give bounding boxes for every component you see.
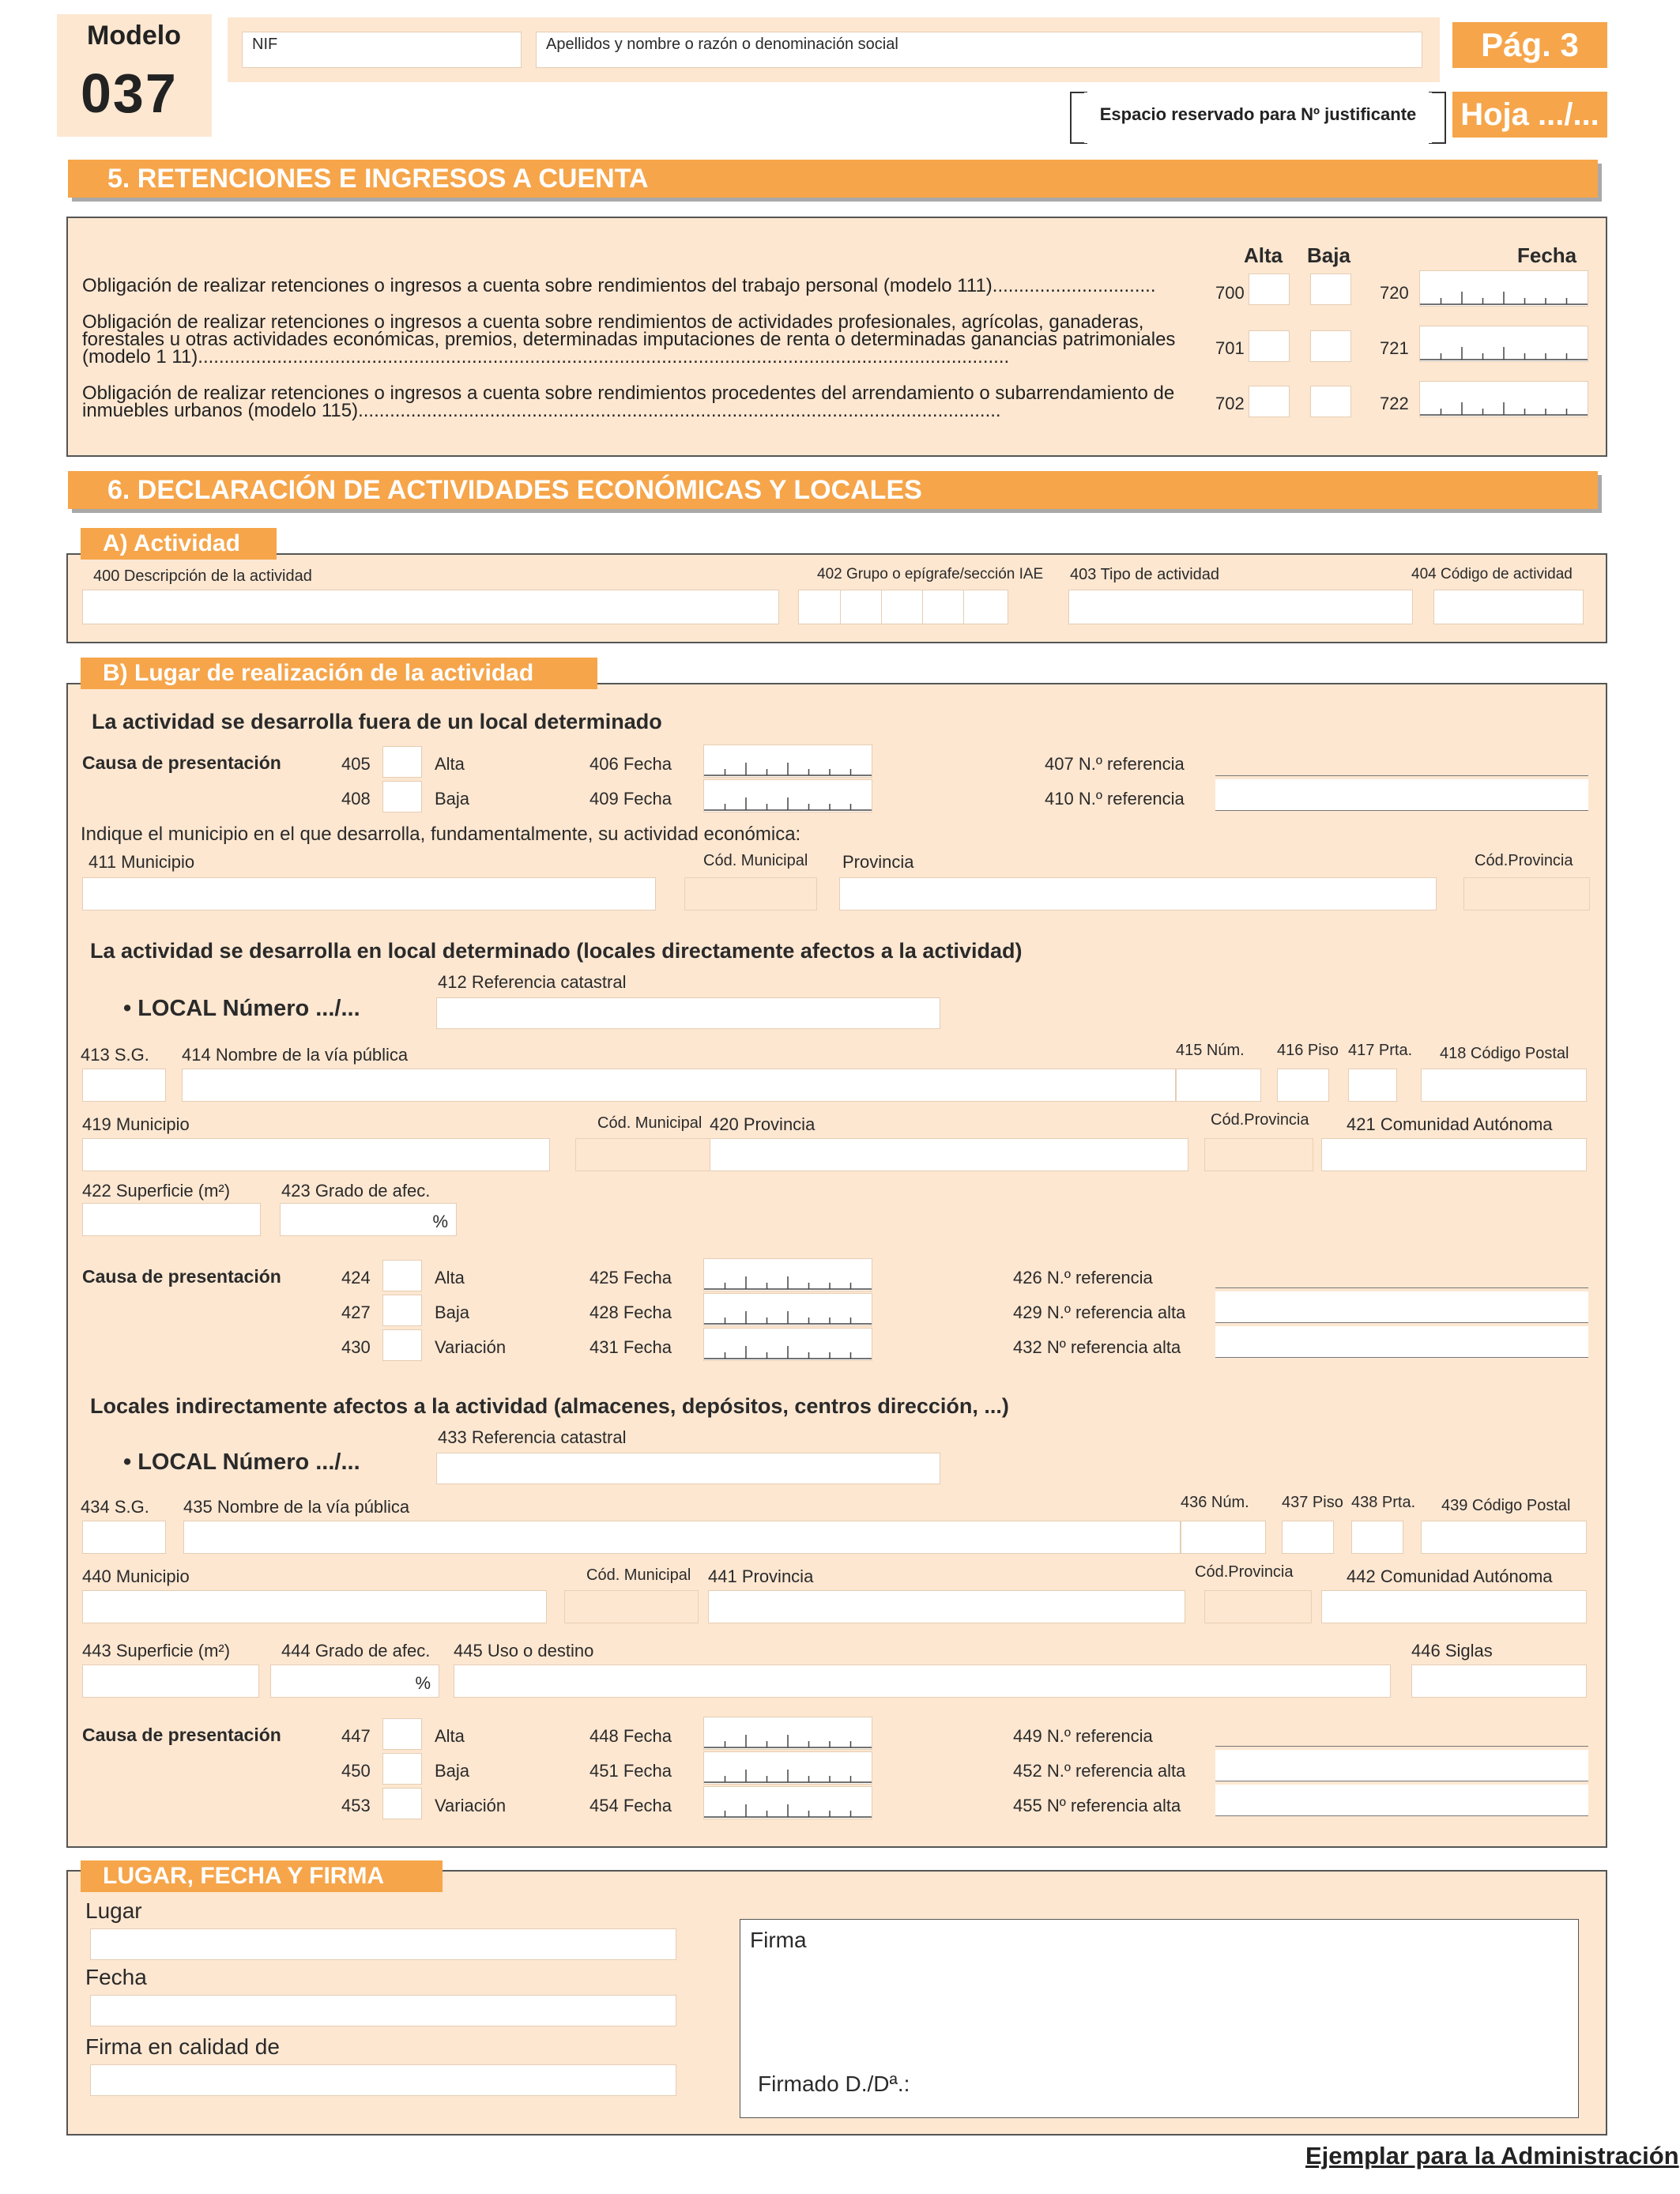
lugar-panel	[66, 683, 1607, 1848]
baja-702-box[interactable]	[1310, 386, 1351, 417]
causa-label-2: Causa de presentación	[82, 1266, 281, 1287]
baja-label-3: Baja	[435, 1761, 470, 1781]
f446-input[interactable]	[1411, 1664, 1587, 1698]
f444-label: 444 Grado de afec.	[281, 1641, 431, 1661]
f410-input[interactable]	[1215, 779, 1588, 811]
lugar-label: Lugar	[85, 1898, 142, 1923]
f415-input[interactable]	[1176, 1069, 1261, 1102]
f439-label: 439 Código Postal	[1441, 1497, 1571, 1514]
actividad-panel	[66, 553, 1607, 643]
calidad-input[interactable]	[90, 2064, 676, 2096]
f413-input[interactable]	[82, 1069, 166, 1102]
f409-date[interactable]	[703, 779, 872, 812]
f403-label: 403 Tipo de actividad	[1070, 566, 1220, 583]
f448-label: 448 Fecha	[590, 1726, 672, 1746]
f449-label: 449 N.º referencia	[1013, 1726, 1153, 1746]
modelo-box	[57, 14, 212, 137]
c453-box[interactable]	[382, 1788, 422, 1819]
f400-label: 400 Descripción de la actividad	[93, 567, 312, 585]
col-fecha: Fecha	[1517, 243, 1577, 267]
c450-label: 450	[341, 1761, 371, 1781]
variacion-label-1: Variación	[435, 1337, 507, 1357]
cod-municipal-input-1[interactable]	[684, 877, 817, 910]
f440-label: 440 Municipio	[82, 1566, 190, 1586]
firma-tab: LUGAR, FECHA Y FIRMA	[81, 1860, 443, 1892]
f416-input[interactable]	[1277, 1069, 1329, 1102]
f437-input[interactable]	[1282, 1521, 1334, 1554]
f415-label: 415 Núm.	[1176, 1042, 1245, 1059]
c405-box[interactable]	[382, 746, 422, 778]
firma-box[interactable]	[740, 1919, 1579, 2118]
date-tick-marks	[704, 1787, 872, 1819]
cod-provincia-input-2[interactable]	[1204, 1138, 1313, 1171]
f422-label: 422 Superficie (m²)	[82, 1181, 231, 1201]
causa-label-1: Causa de presentación	[82, 752, 281, 773]
f406-date[interactable]	[703, 745, 872, 778]
baja-701-box[interactable]	[1310, 330, 1351, 362]
f419-input[interactable]	[82, 1138, 550, 1171]
lugar-input[interactable]	[90, 1928, 676, 1960]
date-tick-marks	[1420, 271, 1588, 306]
f435-label: 435 Nombre de la vía pública	[183, 1497, 410, 1517]
cod-municipal-label-1: Cód. Municipal	[703, 852, 808, 869]
percent-1: %	[432, 1212, 448, 1231]
baja-700-box[interactable]	[1310, 273, 1351, 305]
c453-label: 453	[341, 1796, 371, 1815]
f414-input[interactable]	[182, 1069, 1176, 1102]
f433-label: 433 Referencia catastral	[438, 1427, 627, 1447]
f442-label: 442 Comunidad Autónoma	[1347, 1566, 1553, 1586]
f420-label: 420 Provincia	[710, 1114, 816, 1134]
nif-label: NIF	[252, 36, 278, 53]
section5-title: 5. RETENCIONES E INGRESOS A CUENTA	[68, 160, 1598, 198]
apellidos-label: Apellidos y nombre o razón o denominación social	[546, 36, 898, 53]
f436-label: 436 Núm.	[1181, 1494, 1249, 1511]
f452-label: 452 N.º referencia alta	[1013, 1761, 1186, 1781]
pag-badge: Pág. 3	[1452, 22, 1607, 68]
c405-label: 405	[341, 754, 371, 774]
modelo-label: Modelo	[87, 21, 181, 51]
f432-label: 432 Nº referencia alta	[1013, 1337, 1181, 1357]
f440-input[interactable]	[82, 1590, 547, 1623]
alta-702-box[interactable]	[1249, 386, 1290, 417]
f441-input[interactable]	[708, 1590, 1185, 1623]
percent-2: %	[415, 1673, 431, 1693]
code-721: 721	[1380, 338, 1409, 358]
ejemplar-label: Ejemplar para la Administración	[1305, 2142, 1679, 2169]
alta-label-1: Alta	[435, 754, 465, 774]
indirect-title: Locales indirectamente afectos a la actividad (almacenes, depósitos, centros dirección, ...)	[90, 1394, 1009, 1418]
f451-date[interactable]	[703, 1751, 872, 1785]
date-tick-marks	[704, 1294, 872, 1325]
c427-label: 427	[341, 1302, 371, 1322]
actividad-tab: A) Actividad	[81, 528, 277, 560]
f400-input[interactable]	[82, 590, 779, 624]
alta-700-box[interactable]	[1249, 273, 1290, 305]
cod-municipal-label-2: Cód. Municipal	[597, 1114, 703, 1132]
nif-field[interactable]	[242, 32, 522, 68]
f433-input[interactable]	[436, 1453, 940, 1484]
f417-label: 417 Prta.	[1348, 1042, 1413, 1059]
f426-label: 426 N.º referencia	[1013, 1268, 1153, 1287]
row701-text2: forestales u otras actividades económicas, premios, determinadas imputaciones de renta o determinadas ganancias patrimoniales	[82, 329, 1176, 350]
f445-label: 445 Uso o destino	[454, 1641, 594, 1661]
f437-label: 437 Piso	[1282, 1494, 1343, 1511]
f402-input[interactable]	[798, 590, 1008, 624]
section6-title: 6. DECLARACIÓN DE ACTIVIDADES ECONÓMICAS Y LOCALES	[68, 471, 1598, 509]
cod-municipal-label-3: Cód. Municipal	[586, 1566, 691, 1584]
hoja-badge: Hoja .../...	[1452, 92, 1607, 138]
f428-label: 428 Fecha	[590, 1302, 672, 1322]
date-tick-marks	[1420, 382, 1588, 417]
cod-provincia-label-3: Cód.Provincia	[1195, 1563, 1294, 1581]
cod-provincia-input-1[interactable]	[1463, 877, 1590, 910]
code-701: 701	[1215, 338, 1245, 358]
c430-label: 430	[341, 1337, 371, 1357]
section5-panel	[66, 217, 1607, 457]
f404-label: 404 Código de actividad	[1411, 566, 1573, 582]
f434-input[interactable]	[82, 1521, 166, 1554]
code-722: 722	[1380, 394, 1409, 413]
f418-label: 418 Código Postal	[1440, 1045, 1569, 1062]
alta-label-3: Alta	[435, 1726, 465, 1746]
cod-municipal-input-2[interactable]	[575, 1138, 719, 1171]
f439-input[interactable]	[1421, 1521, 1587, 1554]
f418-input[interactable]	[1421, 1069, 1587, 1102]
f402-label: 402 Grupo o epígrafe/sección IAE	[817, 566, 1044, 582]
provincia-input[interactable]	[839, 877, 1437, 910]
f410-label: 410 N.º referencia	[1045, 789, 1185, 809]
firmado-label: Firmado D./Dª.:	[758, 2071, 910, 2096]
local-numero-1: • LOCAL Número .../...	[123, 996, 360, 1021]
date-tick-marks	[704, 1717, 872, 1749]
date-tick-marks	[704, 1329, 872, 1360]
f444-input[interactable]	[270, 1664, 439, 1698]
c424-box[interactable]	[382, 1260, 422, 1291]
f454-date[interactable]	[703, 1786, 872, 1819]
variacion-label-2: Variación	[435, 1796, 507, 1815]
f425-date[interactable]	[703, 1258, 872, 1291]
c450-box[interactable]	[382, 1753, 422, 1785]
f407-input[interactable]	[1215, 745, 1588, 776]
row702-text2: inmuebles urbanos (modelo 115)..........................................................................................................................	[82, 400, 1001, 421]
f411-label: 411 Municipio	[89, 852, 195, 872]
cod-provincia-input-3[interactable]	[1204, 1590, 1312, 1623]
firma-label: Firma	[750, 1928, 807, 1952]
fecha-721-box[interactable]	[1419, 326, 1588, 362]
cod-provincia-label-2: Cód.Provincia	[1211, 1111, 1309, 1129]
f451-label: 451 Fecha	[590, 1761, 672, 1781]
lugar-tab: B) Lugar de realización de la actividad	[81, 658, 597, 689]
f407-label: 407 N.º referencia	[1045, 754, 1185, 774]
date-tick-marks	[704, 745, 872, 777]
f441-label: 441 Provincia	[708, 1566, 814, 1586]
fecha-input[interactable]	[90, 1995, 676, 2026]
code-702: 702	[1215, 394, 1245, 413]
f436-input[interactable]	[1181, 1521, 1266, 1554]
f412-label: 412 Referencia catastral	[438, 972, 627, 992]
f421-input[interactable]	[1321, 1138, 1587, 1171]
c408-label: 408	[341, 789, 371, 809]
local-title: La actividad se desarrolla en local determinado (locales directamente afectos a la actividad)	[90, 939, 1023, 963]
f428-date[interactable]	[703, 1293, 872, 1326]
date-tick-marks	[704, 1752, 872, 1784]
f448-date[interactable]	[703, 1717, 872, 1750]
indique-text: Indique el municipio en el que desarrolla, fundamentalmente, su actividad económica:	[81, 824, 801, 845]
f435-input[interactable]	[183, 1521, 1181, 1554]
f419-label: 419 Municipio	[82, 1114, 190, 1134]
f443-label: 443 Superficie (m²)	[82, 1641, 231, 1661]
fuera-title: La actividad se desarrolla fuera de un local determinado	[92, 710, 662, 733]
f412-input[interactable]	[436, 997, 940, 1029]
calidad-label: Firma en calidad de	[85, 2034, 280, 2059]
f423-label: 423 Grado de afec.	[281, 1181, 431, 1201]
c447-label: 447	[341, 1726, 371, 1746]
date-tick-marks	[1420, 326, 1588, 361]
local-numero-2: • LOCAL Número .../...	[123, 1449, 360, 1475]
f449-input[interactable]	[1215, 1715, 1588, 1747]
baja-label-2: Baja	[435, 1302, 470, 1322]
f422-input[interactable]	[82, 1203, 261, 1236]
date-tick-marks	[704, 780, 872, 812]
f452-input[interactable]	[1215, 1750, 1588, 1781]
modelo-number: 037	[81, 62, 178, 124]
f432-input[interactable]	[1215, 1326, 1588, 1358]
fecha-720-box[interactable]	[1419, 270, 1588, 307]
justificante-label: Espacio reservado para Nº justificante	[1099, 104, 1417, 124]
apellidos-field[interactable]	[536, 32, 1422, 68]
f421-label: 421 Comunidad Autónoma	[1347, 1114, 1553, 1134]
f409-label: 409 Fecha	[590, 789, 672, 809]
f454-label: 454 Fecha	[590, 1796, 672, 1815]
alta-label-2: Alta	[435, 1268, 465, 1287]
col-alta: Alta	[1244, 243, 1283, 267]
f431-date[interactable]	[703, 1328, 872, 1361]
row700-text: Obligación de realizar retenciones o ingresos a cuenta sobre rendimientos del trabajo personal (modelo 111)...............................	[82, 275, 1156, 296]
f404-input[interactable]	[1433, 590, 1584, 624]
f431-label: 431 Fecha	[590, 1337, 672, 1357]
fecha-722-box[interactable]	[1419, 381, 1588, 417]
cod-provincia-label-1: Cód.Provincia	[1475, 852, 1573, 869]
f438-input[interactable]	[1351, 1521, 1403, 1554]
code-720: 720	[1380, 283, 1409, 303]
f406-label: 406 Fecha	[590, 754, 672, 774]
f403-input[interactable]	[1068, 590, 1413, 624]
f455-input[interactable]	[1215, 1785, 1588, 1816]
alta-701-box[interactable]	[1249, 330, 1290, 362]
c427-box[interactable]	[382, 1295, 422, 1326]
provincia-label: Provincia	[842, 852, 914, 872]
f420-input[interactable]	[710, 1138, 1188, 1171]
f413-label: 413 S.G.	[81, 1045, 149, 1065]
row701-text3: (modelo 1 11)..........................................................................................................................................................	[82, 346, 1010, 368]
f445-input[interactable]	[454, 1664, 1391, 1698]
fecha-label: Fecha	[85, 1965, 147, 1989]
date-tick-marks	[704, 1259, 872, 1291]
f416-label: 416 Piso	[1277, 1042, 1339, 1059]
f423-input[interactable]	[280, 1203, 457, 1236]
f438-label: 438 Prta.	[1351, 1494, 1416, 1511]
f414-label: 414 Nombre de la vía pública	[182, 1045, 409, 1065]
f446-label: 446 Siglas	[1411, 1641, 1493, 1661]
cod-municipal-input-3[interactable]	[564, 1590, 699, 1623]
c408-box[interactable]	[382, 781, 422, 812]
baja-label-1: Baja	[435, 789, 470, 809]
c447-box[interactable]	[382, 1718, 422, 1750]
code-700: 700	[1215, 283, 1245, 303]
f429-input[interactable]	[1215, 1291, 1588, 1323]
causa-label-3: Causa de presentación	[82, 1725, 281, 1745]
c430-box[interactable]	[382, 1329, 422, 1361]
row702-text1: Obligación de realizar retenciones o ingresos a cuenta sobre rendimientos procedentes del arrendamiento o subarrendamiento de	[82, 383, 1175, 404]
f425-label: 425 Fecha	[590, 1268, 672, 1287]
col-baja: Baja	[1307, 243, 1350, 267]
f443-input[interactable]	[82, 1664, 259, 1698]
f417-input[interactable]	[1348, 1069, 1397, 1102]
row701-text1: Obligación de realizar retenciones o ingresos a cuenta sobre rendimientos de actividades profesionales, agrícolas, ganaderas,	[82, 311, 1144, 333]
f426-input[interactable]	[1215, 1257, 1588, 1288]
f434-label: 434 S.G.	[81, 1497, 149, 1517]
f411-input[interactable]	[82, 877, 656, 910]
f455-label: 455 Nº referencia alta	[1013, 1796, 1181, 1815]
firma-panel	[66, 1870, 1607, 2136]
f429-label: 429 N.º referencia alta	[1013, 1302, 1186, 1322]
f442-input[interactable]	[1321, 1590, 1587, 1623]
c424-label: 424	[341, 1268, 371, 1287]
